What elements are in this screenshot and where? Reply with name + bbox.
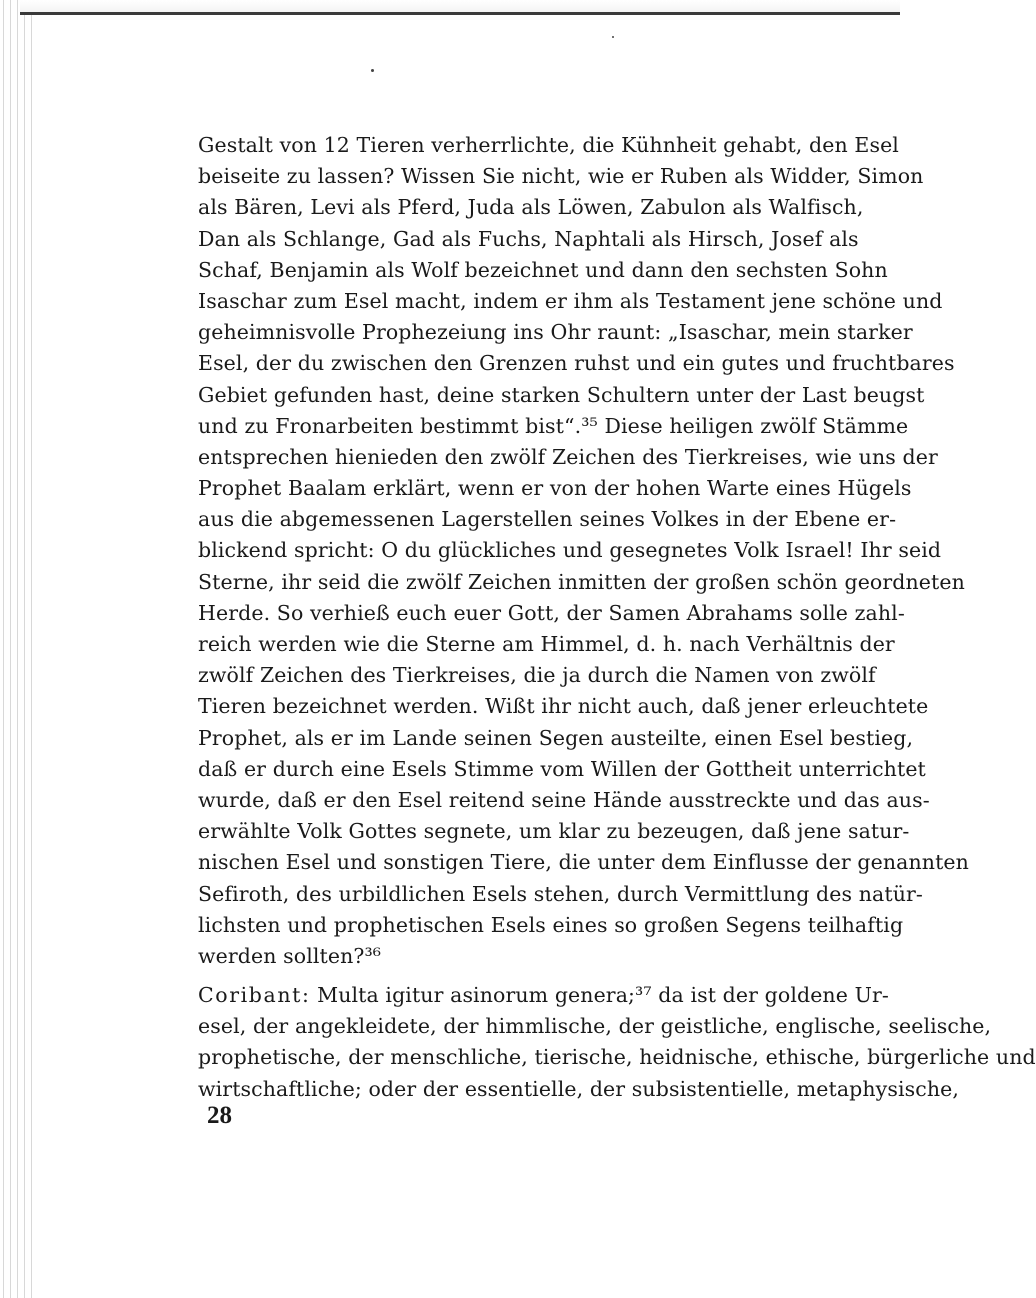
scan-binding-edge [0,0,34,1298]
line-text: Multa igitur asinorum genera;³⁷ da ist der goldene Ur- [310,983,889,1008]
text-line: Prophet, als er im Lande seinen Segen austeilte, einen Esel bestieg, [198,725,914,750]
text-line: geheimnisvolle Prophezeiung ins Ohr raunt: „Isaschar, mein starker [198,320,913,345]
text-line: als Bären, Levi als Pferd, Juda als Löwen, Zabulon als Walfisch, [198,195,864,220]
scan-top-edge [20,0,900,15]
paragraph-gap [198,972,848,980]
scan-speck [371,69,374,72]
text-line: Herde. So verhieß euch euer Gott, der Samen Abrahams solle zahl- [198,600,905,625]
text-line: aus die abgemessenen Lagerstellen seines Volkes in der Ebene er- [198,507,897,532]
text-line: blickend spricht: O du glückliches und gesegnetes Volk Israel! Ihr seid [198,538,942,563]
text-line: nischen Esel und sonstigen Tiere, die unter dem Einflusse der genannten [198,850,969,875]
page-number: 28 [207,1102,232,1129]
text-line: lichsten und prophetischen Esels eines so großen Segens teilhaftig [198,912,904,937]
text-line: esel, der angekleidete, der himmlische, der geistliche, englische, seelische, [198,1014,992,1039]
scan-speck [612,36,614,38]
text-line: zwölf Zeichen des Tierkreises, die ja durch die Namen von zwölf [198,663,876,688]
paragraph-2 [198,980,1036,1105]
text-line: beiseite zu lassen? Wissen Sie nicht, wie er Ruben als Widder, Simon [198,164,924,189]
page-body [198,130,1036,1105]
text-line: entsprechen hienieden den zwölf Zeichen des Tierkreises, wie uns der [198,444,938,469]
text-line: reich werden wie die Sterne am Himmel, d. h. nach Verhältnis der [198,632,895,656]
text-line: Esel, der du zwischen den Grenzen ruhst und ein gutes und fruchtbares [198,351,955,376]
text-line: Isaschar zum Esel macht, indem er ihm als Testament jene schöne und [198,288,943,313]
text-line: wurde, daß er den Esel reitend seine Hände ausstreckte und das aus- [198,787,930,812]
text-line: wirtschaftliche; oder der essentielle, der subsistentielle, metaphysische, [198,1076,959,1101]
text-line: Tieren bezeichnet werden. Wißt ihr nicht auch, daß jener erleuchtete [198,694,929,719]
text-line: Gebiet gefunden hast, deine starken Schultern unter der Last beugst [198,382,925,407]
text-line: daß er durch eine Esels Stimme vom Willen der Gottheit unterrichtet [198,756,926,781]
text-line: Schaf, Benjamin als Wolf bezeichnet und dann den sechsten Sohn [198,257,888,282]
speaker-name: Coribant: [198,983,311,1008]
text-line: prophetische, der menschliche, tierische, heidnische, ethische, bürgerliche und [198,1045,1036,1070]
text-line: Sefiroth, des urbildlichen Esels stehen, durch Vermittlung des natür- [198,881,923,906]
paragraph-1 [198,130,969,972]
text-line [198,980,889,1011]
text-line: Dan als Schlange, Gad als Fuchs, Naphtali als Hirsch, Josef als [198,226,859,251]
text-line: Gestalt von 12 Tieren verherrlichte, die Kühnheit gehabt, den Esel [198,133,899,157]
text-line: werden sollten?³⁶ [198,943,382,968]
text-line: Prophet Baalam erklärt, wenn er von der hohen Warte eines Hügels [198,476,912,501]
text-line: Sterne, ihr seid die zwölf Zeichen inmitten der großen schön geordneten [198,569,965,594]
text-line: erwählte Volk Gottes segnete, um klar zu bezeugen, daß jene satur- [198,819,910,844]
text-line: und zu Fronarbeiten bestimmt bist“.³⁵ Diese heiligen zwölf Stämme [198,413,909,438]
